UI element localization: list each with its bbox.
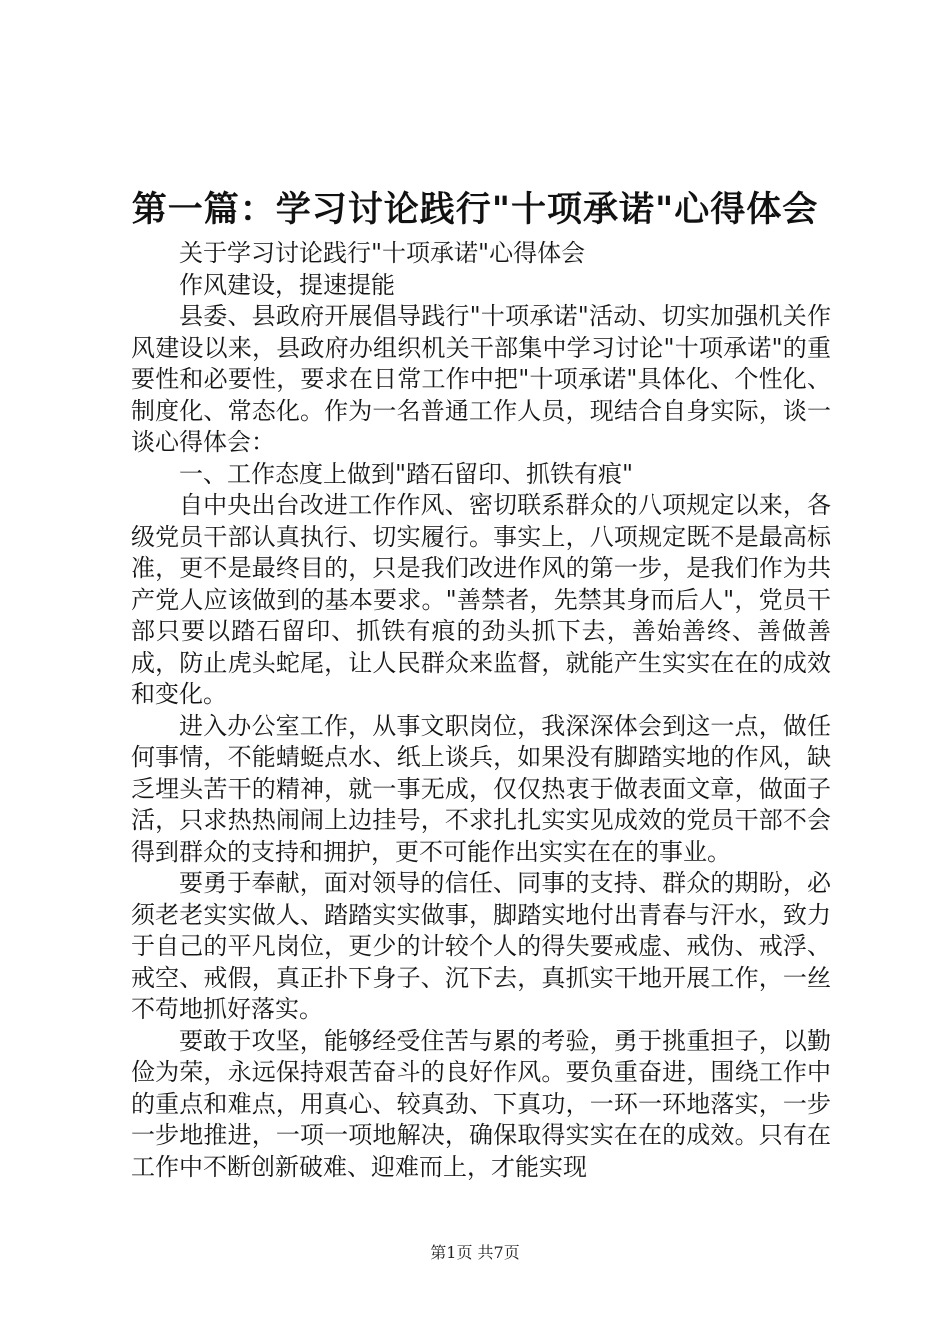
- document-title: 第一篇：学习讨论践行"十项承诺"心得体会: [131, 190, 819, 230]
- paragraph-subtitle: 关于学习讨论践行"十项承诺"心得体会: [179, 239, 586, 267]
- paragraph-body: 自中央出台改进工作作风、密切联系群众的八项规定以来，各级党员干部认真执行、切实履行。事实上，八项规定既不是最高标准，更不是最终目的，只是我们改进作风的第一步，是我们作为共产党人应该做到的基本要求。"善禁者，先禁其身而后人"，党员干部只要以踏石留印、抓铁有痕的劲头抓下去，善始善终、善做善成，防止虎头蛇尾，让人民群众来监督，就能产生实实在在的成效和变化。: [131, 491, 831, 708]
- section-heading-1: 一、工作态度上做到"踏石留印、抓铁有痕": [179, 459, 634, 488]
- paragraph-intro: 县委、县政府开展倡导践行"十项承诺"活动、切实加强机关作风建设以来，县政府办组织机关干部集中学习讨论"十项承诺"的重要性和必要性，要求在日常工作中把"十项承诺"具体化、个性化、制度化、常态化。作为一名普通工作人员，现结合自身实际，谈一谈心得体会：: [131, 302, 831, 456]
- paragraph-body: 要勇于奉献，面对领导的信任、同事的支持、群众的期盼，必须老老实实做人、踏踏实实做事，脚踏实地付出青春与汗水，致力于自己的平凡岗位，更少的计较个人的得失要戒虚、戒伪、戒浮、戒空、戒假，真正扑下身子、沉下去，真抓实干地开展工作，一丝不苟地抓好落实。: [131, 869, 831, 1023]
- paragraph-body: 进入办公室工作，从事文职岗位，我深深体会到这一点，做任何事情，不能蜻蜓点水、纸上谈兵，如果没有脚踏实地的作风，缺乏埋头苦干的精神，就一事无成，仅仅热衷于做表面文章，做面子活，只求热热闹闹上边挂号，不求扎扎实实见成效的党员干部不会得到群众的支持和拥护，更不可能作出实实在在的事业。: [131, 711, 831, 866]
- document-body: [131, 238, 831, 1183]
- paragraph-theme: 作风建设，提速提能: [179, 270, 395, 299]
- paragraph-body: 要敢于攻坚，能够经受住苦与累的考验，勇于挑重担子，以勤俭为荣，永远保持艰苦奋斗的良好作风。要负重奋进，围绕工作中的重点和难点，用真心、较真劲、下真功，一环一环地落实，一步一步地推进，一项一项地解决，确保取得实实在在的成效。只有在工作中不断创新破难、迎难而上，才能实现: [131, 1026, 831, 1181]
- page-number-footer: 第1页 共7页: [430, 1243, 520, 1262]
